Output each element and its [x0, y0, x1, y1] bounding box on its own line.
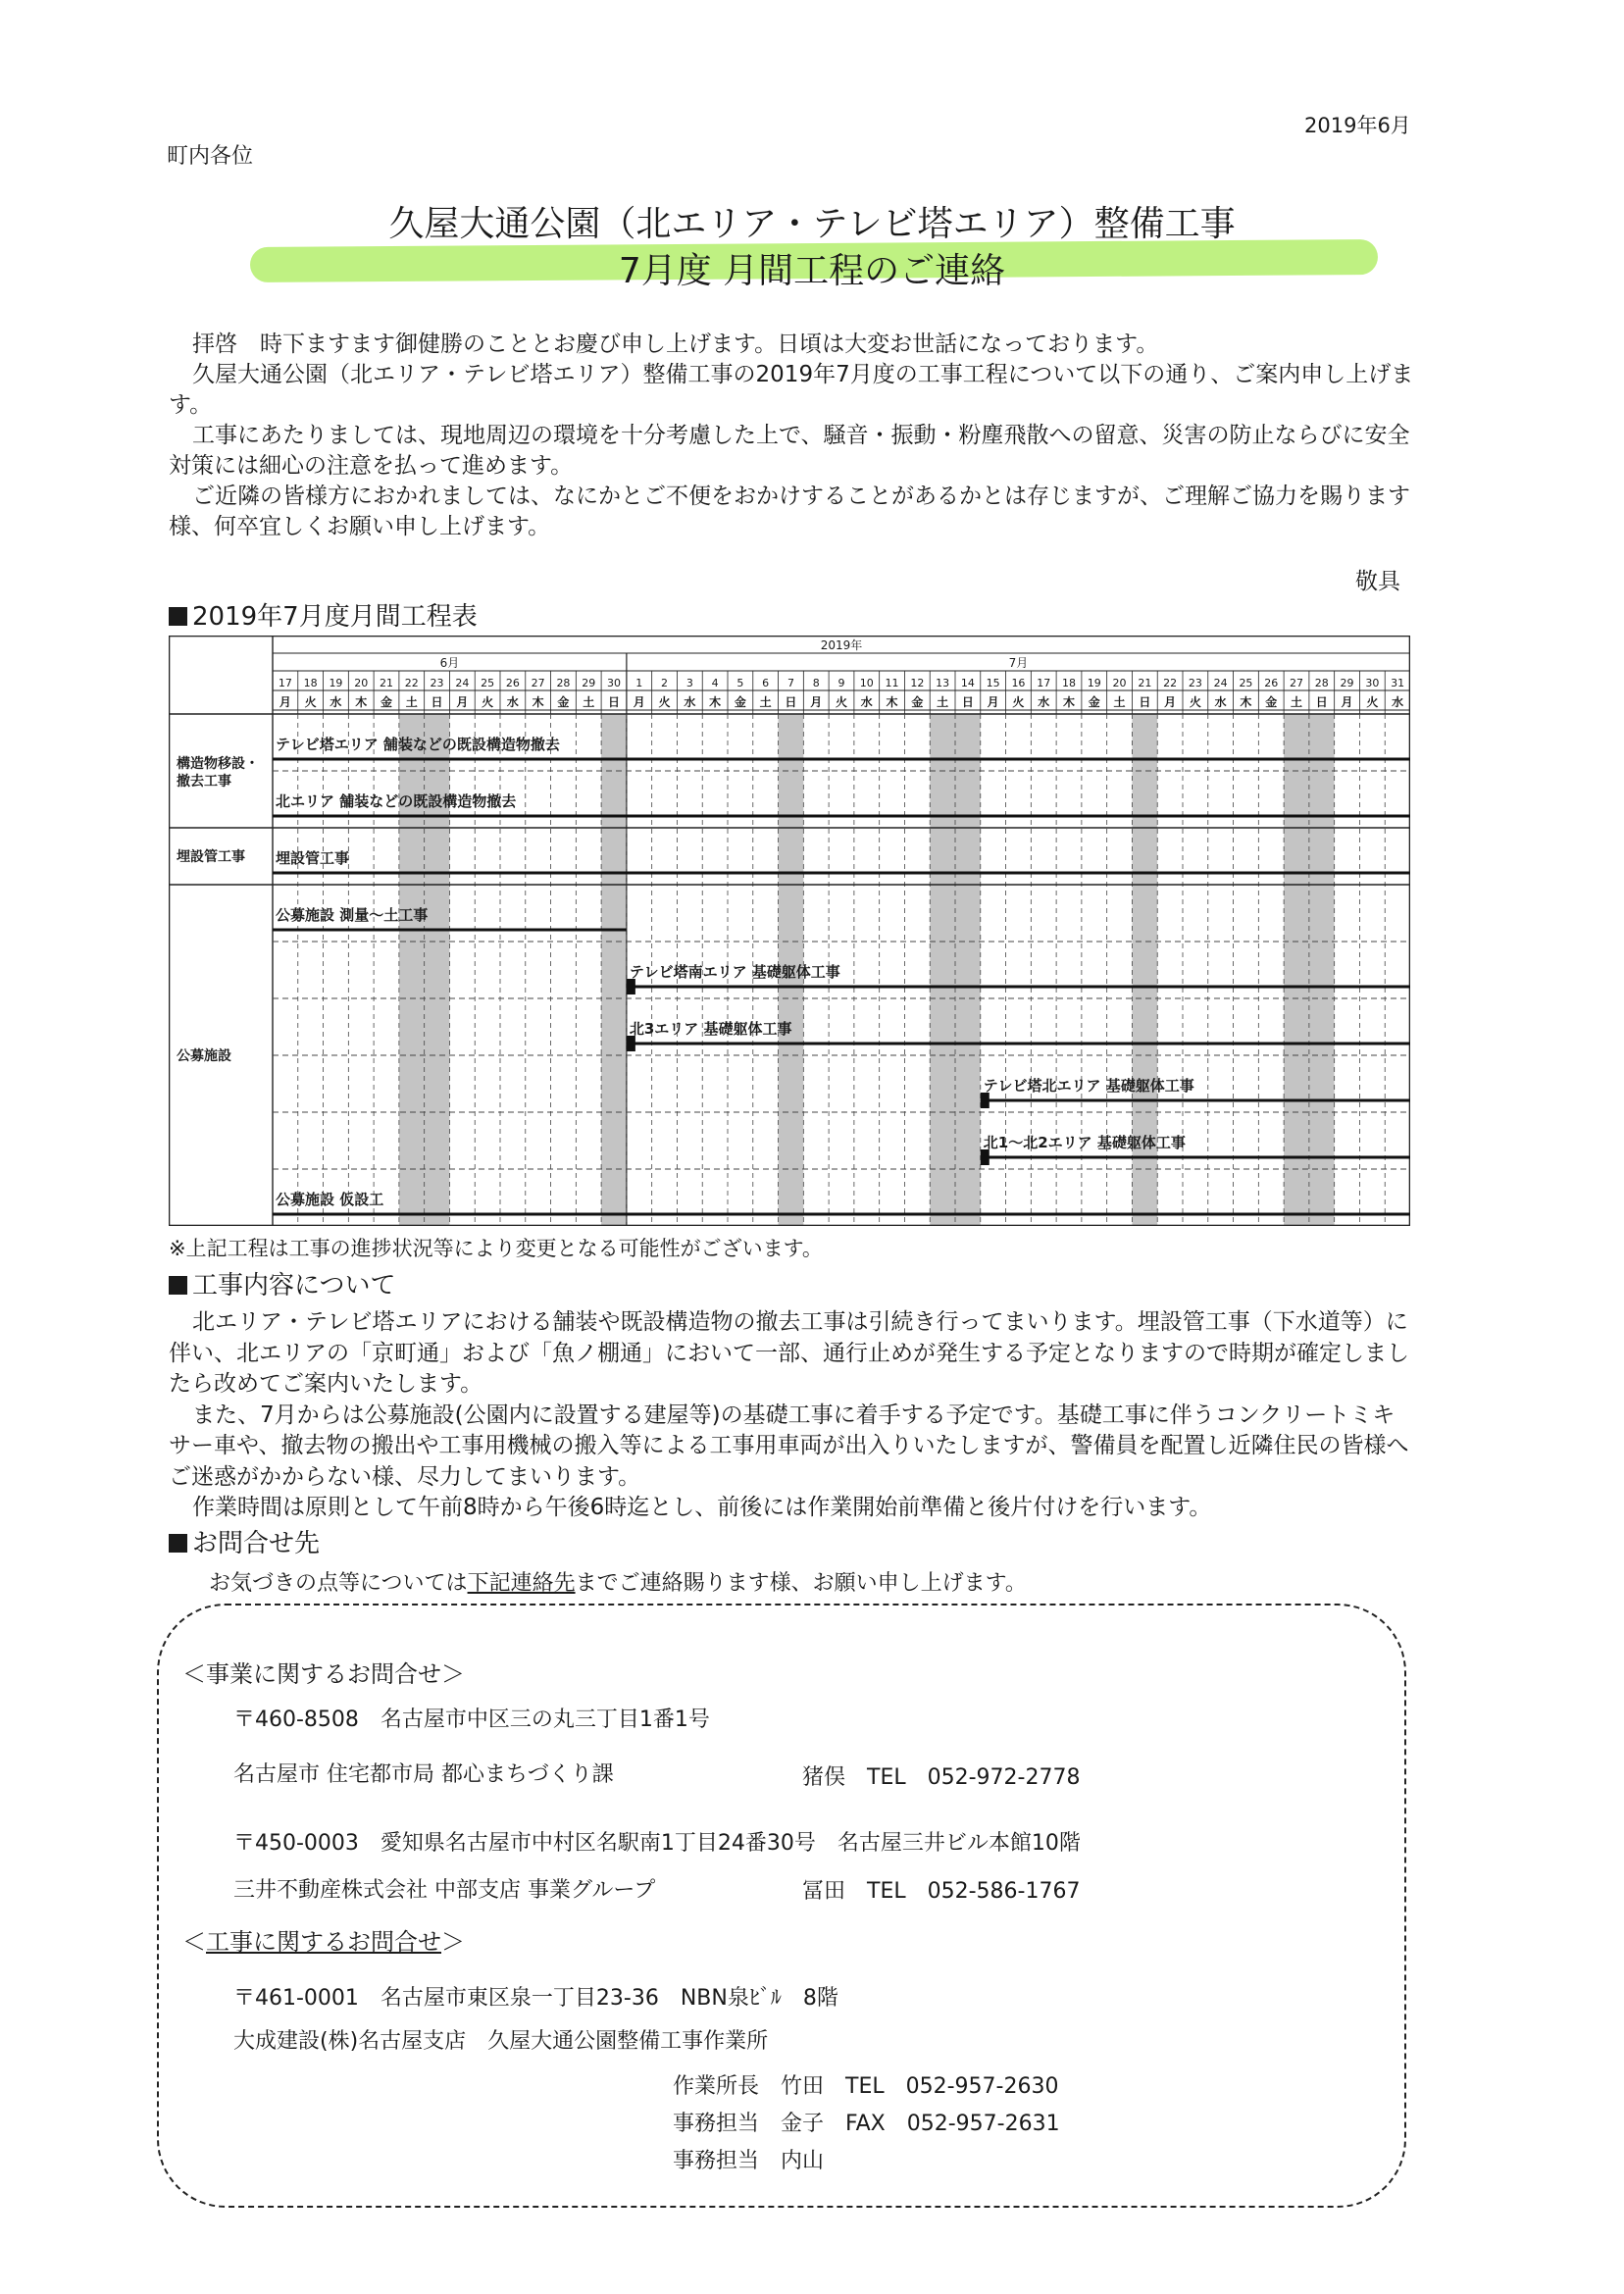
category-label: 撤去工事	[177, 774, 231, 790]
day-number: 18	[303, 677, 318, 689]
addressee: 町内各位	[167, 144, 254, 169]
weekday-label: 木	[886, 695, 898, 709]
day-number: 15	[986, 677, 1000, 689]
holiday-column-shade	[425, 714, 450, 1226]
construction-contact-line: 事務担当 金子 FAX 052-957-2631	[673, 2112, 1060, 2136]
construction-contact-title-text: 工事に関するお問合せ	[206, 1928, 441, 1956]
issue-date: 2019年6月	[1304, 114, 1411, 137]
contact-heading	[169, 1523, 320, 1559]
day-number: 10	[859, 677, 874, 689]
weekday-label: 金	[734, 695, 746, 709]
day-number: 28	[556, 677, 571, 689]
weekday-label: 月	[1164, 695, 1177, 709]
day-number: 29	[582, 677, 596, 689]
construction-contact-title: ＜工事に関するお問合せ＞	[182, 1928, 465, 1956]
work-heading-text: 工事内容について	[192, 1271, 396, 1300]
construction-contact-line: 事務担当 内山	[673, 2149, 825, 2173]
square-bullet-icon	[169, 1534, 187, 1553]
construction-contact-line: 作業所長 竹田 TEL 052-957-2630	[673, 2074, 1059, 2099]
business-org-1: 名古屋市 住宅都市局 都心まちづくり課	[233, 1762, 614, 1787]
weekday-label: 火	[658, 695, 671, 709]
weekday-label: 木	[1240, 695, 1252, 709]
day-number: 20	[354, 677, 369, 689]
day-number: 16	[1011, 677, 1026, 689]
task-label: 北エリア 舗装などの既設構造物撤去	[276, 792, 517, 810]
weekday-label: 月	[987, 695, 999, 709]
month-label-july: 7月	[1008, 656, 1029, 670]
day-number: 18	[1062, 677, 1076, 689]
weekday-label: 水	[1214, 695, 1227, 709]
work-description	[169, 1307, 1414, 1524]
day-number: 5	[736, 677, 744, 689]
day-number: 21	[1138, 677, 1152, 689]
intro-paragraph: 工事にあたりましては、現地周辺の環境を十分考慮した上で、騒音・振動・粉塵飛散への留意、災害の防止ならびに安全対策には細心の注意を払って進めます。	[169, 423, 1410, 479]
weekday-label: 金	[557, 695, 570, 709]
weekday-label: 木	[1062, 695, 1076, 709]
weekday-label: 土	[1290, 695, 1303, 709]
day-number: 24	[1213, 677, 1228, 689]
weekday-label: 火	[482, 695, 494, 709]
weekday-label: 日	[785, 695, 797, 709]
task-start-marker	[981, 1093, 990, 1108]
day-number: 22	[1163, 677, 1178, 689]
task-label: 公募施設 仮設工	[276, 1191, 384, 1208]
weekday-label: 水	[330, 695, 342, 709]
day-number: 9	[837, 677, 845, 689]
weekday-label: 金	[911, 695, 924, 709]
construction-address: 〒461-0001 名古屋市東区泉一丁目23-36 NBN泉ﾋﾞﾙ 8階	[233, 1986, 838, 2011]
schedule-note: ※上記工程は工事の進捗状況等により変更となる可能性がございます。	[169, 1237, 823, 1260]
day-number: 26	[505, 677, 520, 689]
day-number: 2	[661, 677, 669, 689]
weekday-label: 火	[304, 695, 317, 709]
day-number: 27	[531, 677, 545, 689]
holiday-column-shade	[955, 714, 981, 1226]
intro-paragraph: ご近隣の皆様方におかれましては、なにかとご不便をおかけすることがあるかとは存じますが、ご理解ご協力を賜ります様、何卒宜しくお願い申し上げます。	[169, 484, 1410, 539]
weekday-label: 月	[633, 695, 645, 709]
day-number: 27	[1290, 677, 1303, 689]
weekday-label: 月	[456, 695, 469, 709]
work-heading	[169, 1265, 395, 1301]
work-paragraph: 作業時間は原則として午前8時から午後6時迄とし、前後には作業開始前準備と後片付けを行います。	[192, 1495, 1212, 1520]
schedule-heading	[169, 596, 478, 633]
day-number: 29	[1340, 677, 1354, 689]
weekday-label: 土	[937, 695, 949, 709]
weekday-label: 土	[405, 695, 418, 709]
weekday-label: 水	[1392, 695, 1404, 709]
document-title: 久屋大通公園（北エリア・テレビ塔エリア）整備工事	[388, 204, 1236, 244]
weekday-label: 金	[380, 695, 393, 709]
day-number: 3	[685, 677, 693, 689]
weekday-label: 水	[860, 695, 873, 709]
schedule-gantt-chart	[169, 636, 1410, 1226]
weekday-label: 火	[1189, 695, 1201, 709]
day-number: 17	[278, 677, 292, 689]
weekday-label: 月	[1341, 695, 1353, 709]
task-label: 北3エリア 基礎躯体工事	[629, 1020, 792, 1038]
weekday-label: 月	[279, 695, 291, 709]
weekday-label: 火	[1366, 695, 1379, 709]
day-number: 17	[1037, 677, 1051, 689]
schedule-heading-text: 2019年7月度月間工程表	[192, 602, 478, 632]
day-number: 30	[1365, 677, 1380, 689]
business-contact-title-text: 事業に関するお問合せ	[206, 1660, 441, 1688]
task-label: テレビ塔南エリア 基礎躯体工事	[629, 963, 840, 981]
day-number: 26	[1264, 677, 1279, 689]
business-contact-1: 猪俣 TEL 052-972-2778	[802, 1765, 1081, 1790]
task-label: テレビ塔エリア 舗装などの既設構造物撤去	[276, 736, 560, 753]
weekday-label: 水	[506, 695, 519, 709]
day-number: 4	[711, 677, 719, 689]
business-address-1: 〒460-8508 名古屋市中区三の丸三丁目1番1号	[233, 1708, 710, 1732]
weekday-label: 土	[583, 695, 595, 709]
business-address-2: 〒450-0003 愛知県名古屋市中村区名駅南1丁目24番30号 名古屋三井ビル本館10階	[233, 1831, 1081, 1856]
day-number: 12	[910, 677, 925, 689]
day-number: 20	[1112, 677, 1127, 689]
weekday-label: 木	[709, 695, 722, 709]
day-number: 25	[1239, 677, 1253, 689]
task-start-marker	[627, 1036, 635, 1051]
day-number: 31	[1391, 677, 1405, 689]
weekday-label: 木	[532, 695, 544, 709]
category-label: 公募施設	[177, 1048, 231, 1064]
year-label: 2019年	[820, 638, 863, 652]
category-label: 埋設管工事	[177, 849, 245, 865]
weekday-label: 土	[759, 695, 772, 709]
work-paragraph: 北エリア・テレビ塔エリアにおける舗装や既設構造物の撤去工事は引続き行ってまいります。埋設管工事（下水道等）に伴い、北エリアの「京町通」および「魚ノ棚通」において一部、通行止めが発生する予定となりますので時期が確定しましたら改めてご案内いたします。	[169, 1309, 1409, 1397]
weekday-label: 日	[431, 695, 443, 709]
weekday-label: 水	[1038, 695, 1050, 709]
holiday-column-shade	[930, 714, 955, 1226]
construction-org: 大成建設(株)名古屋支店 久屋大通公園整備工事作業所	[233, 2029, 769, 2054]
day-number: 25	[481, 677, 495, 689]
business-contact-2: 冨田 TEL 052-586-1767	[802, 1879, 1081, 1904]
weekday-label: 日	[961, 695, 974, 709]
weekday-label: 木	[355, 695, 368, 709]
day-number: 28	[1314, 677, 1329, 689]
day-number: 23	[430, 677, 444, 689]
day-number: 1	[635, 677, 643, 689]
contact-intro-text: までご連絡賜ります様、お願い申し上げます。	[575, 1571, 1027, 1596]
weekday-label: 金	[1088, 695, 1100, 709]
task-label: テレビ塔北エリア 基礎躯体工事	[983, 1077, 1194, 1095]
contact-heading-text: お問合せ先	[192, 1529, 321, 1558]
intro-letter	[169, 330, 1414, 542]
document-subtitle: 7月度 月間工程のご連絡	[618, 251, 1006, 291]
square-bullet-icon	[169, 1276, 187, 1295]
task-start-marker	[627, 979, 635, 994]
day-number: 13	[936, 677, 950, 689]
weekday-label: 土	[1113, 695, 1126, 709]
task-label: 埋設管工事	[276, 849, 350, 867]
weekday-label: 日	[1315, 695, 1328, 709]
weekday-label: 日	[1139, 695, 1151, 709]
category-label: 構造物移設・	[177, 756, 259, 772]
closing-phrase: 敬具	[1355, 569, 1400, 594]
contact-intro	[209, 1566, 1027, 1597]
day-number: 11	[885, 677, 899, 689]
day-number: 19	[329, 677, 343, 689]
contact-link-text: 下記連絡先	[467, 1571, 576, 1596]
day-number: 30	[607, 677, 621, 689]
square-bullet-icon	[169, 607, 187, 626]
holiday-column-shade	[399, 714, 425, 1226]
contact-intro-text: お気づきの点等については	[209, 1571, 468, 1596]
weekday-label: 水	[684, 695, 696, 709]
day-number: 23	[1188, 677, 1202, 689]
business-contact-title: ＜事業に関するお問合せ＞	[182, 1660, 465, 1688]
holiday-column-shade	[1284, 714, 1309, 1226]
intro-paragraph: 久屋大通公園（北エリア・テレビ塔エリア）整備工事の2019年7月度の工事工程について以下の通り、ご案内申し上げます。	[169, 362, 1414, 418]
day-number: 14	[960, 677, 975, 689]
month-label-june: 6月	[439, 656, 460, 670]
work-paragraph: また、7月からは公募施設(公園内に設置する建屋等)の基礎工事に着手する予定です。基礎工事に伴うコンクリートミキサー車や、撤去物の搬出や工事用機械の搬入等による工事用車両が出入りいたしますが、警備員を配置し近隣住民の皆様へご迷惑がかからない様、尽力してまいります。	[169, 1402, 1409, 1490]
task-label: 北1～北2エリア 基礎躯体工事	[983, 1134, 1186, 1151]
day-number: 22	[404, 677, 419, 689]
intro-paragraph: 拝啓 時下ますます御健勝のこととお慶び申し上げます。日頃は大変お世話になっております。	[192, 331, 1159, 357]
task-start-marker	[981, 1149, 990, 1165]
holiday-column-shade	[601, 714, 627, 1226]
holiday-column-shade	[1309, 714, 1335, 1226]
day-number: 19	[1087, 677, 1101, 689]
weekday-label: 火	[835, 695, 848, 709]
task-label: 公募施設 測量～土工事	[276, 906, 429, 924]
day-number: 8	[812, 677, 820, 689]
day-number: 7	[787, 677, 794, 689]
day-number: 6	[762, 677, 770, 689]
day-number: 24	[455, 677, 470, 689]
business-org-2: 三井不動産株式会社 中部支店 事業グループ	[233, 1878, 656, 1903]
day-number: 21	[380, 677, 393, 689]
weekday-label: 日	[607, 695, 621, 709]
weekday-label: 月	[810, 695, 823, 709]
weekday-label: 火	[1012, 695, 1025, 709]
weekday-label: 金	[1265, 695, 1278, 709]
